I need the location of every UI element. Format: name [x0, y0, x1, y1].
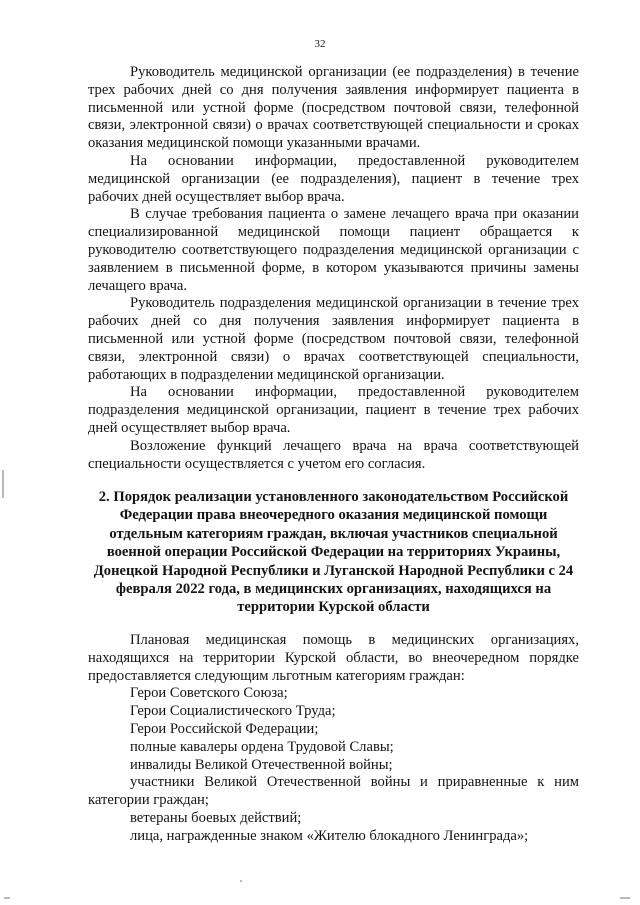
paragraph: На основании информации, предоставленной руководителем подразделения медицинской организации, пациент в течение трех рабочих дней осуществляет выбор врача. — [88, 384, 579, 436]
section-1-body — [88, 64, 579, 473]
page-number: 32 — [314, 38, 326, 50]
paragraph: Руководитель медицинской организации (ее подразделения) в течение трех рабочих дней со дня получения заявления информирует пациента в письменной или устной форме (посредством почтовой связи, телефонной связи, электронной связи) о врачах соответствующей специальности и сроках оказания медицинской помощи указанными врачами. — [88, 64, 579, 152]
section-2-body — [88, 632, 579, 846]
list-item: ветераны боевых действий; — [130, 809, 302, 826]
scan-edge-mark-bottom — [240, 880, 242, 882]
list-item: полные кавалеры ордена Трудовой Славы; — [130, 738, 394, 755]
section-2-intro: Плановая медицинская помощь в медицинских организациях, находящихся на территории Курской области, во внеочередном порядке предоставляется следующим льготным категориям граждан: — [88, 632, 579, 684]
list-item: Герои Советского Союза; — [130, 685, 288, 702]
paragraph: На основании информации, предоставленной руководителем медицинской организации (ее подразделения), пациент в течение трех рабочих дней осуществляет выбор врача. — [88, 152, 579, 205]
list-item: инвалиды Великой Отечественной войны; — [130, 756, 393, 773]
beneficiary-list — [88, 685, 579, 845]
list-item: участники Великой Отечественной войны и приравненные к ним категории граждан; — [88, 774, 579, 809]
list-item: Герои Социалистического Труда; — [130, 703, 336, 720]
scan-edge-mark-left — [2, 470, 4, 498]
paragraph: Руководитель подразделения медицинской организации в течение трех рабочих дней со дня получения заявления информирует пациента в письменной или устной форме (посредством почтовой связи, телефонной связи, электронной связи) о врачах соответствующей специальности, работающих в подразделении медицинской организации. — [88, 295, 579, 383]
scan-edge-mark-bottom — [620, 897, 630, 899]
scan-edge-mark-bottom — [4, 897, 10, 899]
section-2-heading: 2. Порядок реализации установленного законодательством Российской Федерации права внеочередного оказания медицинской помощи отдельным категориям граждан, включая участников специальной военной операции Российской Федерации на территориях Украины, Донецкой Народной Республики и Луганской Народной Республики с 24 февраля 2022 года, в медицинских организациях, находящихся на территории Курской области — [93, 489, 574, 616]
paragraph: Возложение функций лечащего врача на врача соответствующей специальности осуществляется с учетом его согласия. — [88, 437, 579, 472]
paragraph: В случае требования пациента о замене лечащего врача при оказании специализированной медицинской помощи пациент обращается к руководителю соответствующего подразделения медицинской организации с заявлением в письменной форме, в котором указываются причины замены лечащего врача. — [88, 206, 579, 294]
list-item: лица, награжденные знаком «Жителю блокадного Ленинграда»; — [130, 827, 529, 844]
list-item: Герои Российской Федерации; — [130, 720, 319, 737]
